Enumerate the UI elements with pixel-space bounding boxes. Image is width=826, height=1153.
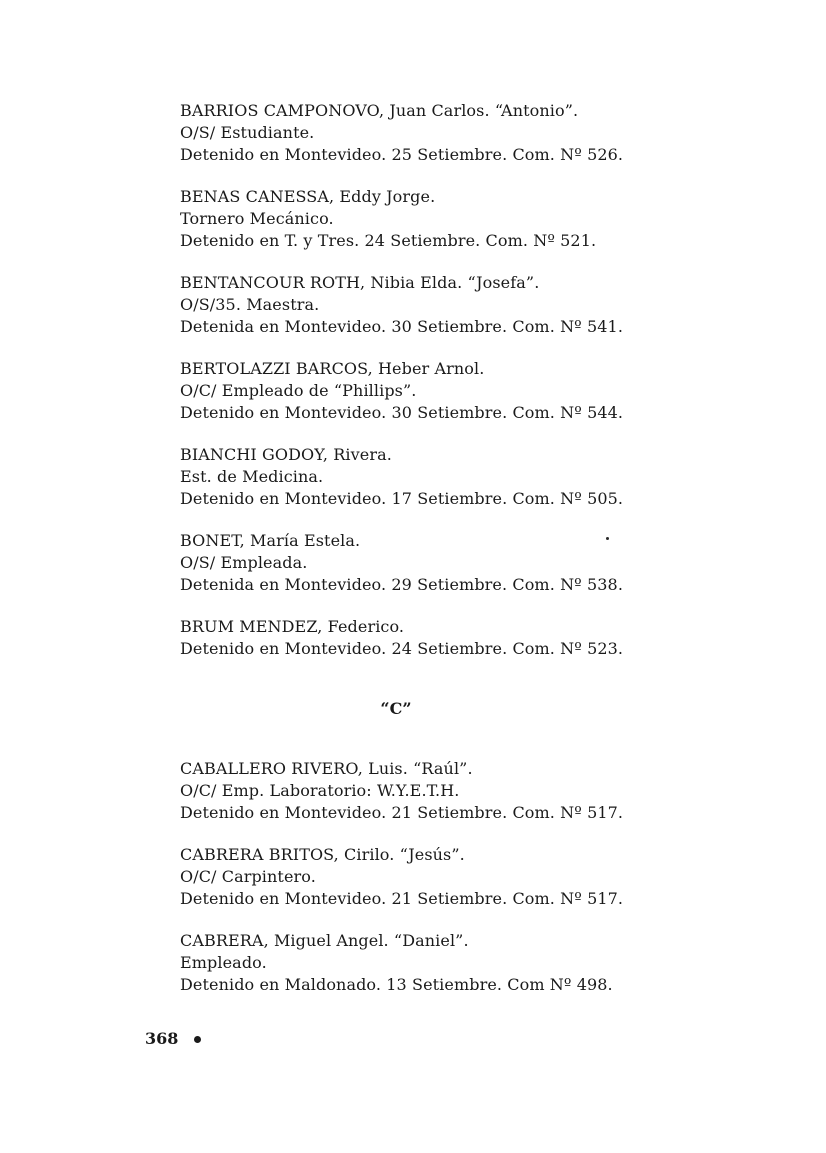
entry-occupation-line: O/C/ Carpintero.: [180, 867, 316, 886]
entry-occupation-line: O/C/ Empleado de “Phillips”.: [180, 381, 417, 400]
list-item: [180, 186, 700, 252]
entry-name-line: BRUM MENDEZ, Federico.: [180, 617, 405, 636]
entry-name-line: BENAS CANESSA, Eddy Jorge.: [180, 187, 436, 206]
entry-name-line: BARRIOS CAMPONOVO, Juan Carlos. “Antonio”.: [180, 101, 579, 120]
entry-detention-line: Detenido en Montevideo. 21 Setiembre. Com. Nº 517.: [180, 889, 624, 908]
list-item: [180, 358, 700, 424]
list-item: [180, 758, 700, 824]
entry-name-line: CABALLERO RIVERO, Luis. “Raúl”.: [180, 759, 473, 778]
entry-name-line: CABRERA, Miguel Angel. “Daniel”.: [180, 931, 469, 950]
list-item: [180, 444, 700, 510]
section-heading: “C”: [380, 699, 412, 718]
entry-occupation-line: O/C/ Emp. Laboratorio: W.Y.E.T.H.: [180, 781, 460, 800]
entry-occupation-line: O/S/35. Maestra.: [180, 295, 320, 314]
entry-occupation-line: Empleado.: [180, 953, 267, 972]
entry-occupation-line: O/S/ Estudiante.: [180, 123, 315, 142]
entry-name-line: CABRERA BRITOS, Cirilo. “Jesús”.: [180, 845, 465, 864]
list-item: [180, 844, 700, 910]
entry-occupation-line: Tornero Mecánico.: [180, 209, 334, 228]
entry-name-line: BENTANCOUR ROTH, Nibia Elda. “Josefa”.: [180, 273, 540, 292]
entry-detention-line: Detenido en Maldonado. 13 Setiembre. Com Nº 498.: [180, 975, 613, 994]
entry-occupation-line: Est. de Medicina.: [180, 467, 324, 486]
entry-detention-line: Detenido en Montevideo. 17 Setiembre. Com. Nº 505.: [180, 489, 624, 508]
entry-detention-line: Detenido en T. y Tres. 24 Setiembre. Com. Nº 521.: [180, 231, 597, 250]
entry-occupation-line: O/S/ Empleada.: [180, 553, 308, 572]
entry-detention-line: Detenido en Montevideo. 21 Setiembre. Com. Nº 517.: [180, 803, 624, 822]
list-item: [180, 272, 700, 338]
list-item: [180, 930, 700, 996]
entry-detention-line: Detenido en Montevideo. 30 Setiembre. Com. Nº 544.: [180, 403, 624, 422]
entry-detention-line: Detenida en Montevideo. 29 Setiembre. Com. Nº 538.: [180, 575, 623, 594]
list-item: [180, 616, 700, 660]
entry-name-line: BIANCHI GODOY, Rivera.: [180, 445, 392, 464]
bullet-icon: [194, 1036, 201, 1043]
entry-detention-line: Detenida en Montevideo. 30 Setiembre. Com. Nº 541.: [180, 317, 623, 336]
entry-name-line: BONET, María Estela.: [180, 531, 361, 550]
entry-detention-line: Detenido en Montevideo. 25 Setiembre. Com. Nº 526.: [180, 145, 624, 164]
text-column: [180, 100, 700, 1016]
page-number: [145, 1028, 201, 1050]
list-item: [180, 530, 700, 596]
entry-detention-line: Detenido en Montevideo. 24 Setiembre. Com. Nº 523.: [180, 639, 624, 658]
list-item: [180, 100, 700, 166]
page-number-text: 368: [145, 1029, 179, 1048]
print-speck: [606, 537, 609, 540]
entry-name-line: BERTOLAZZI BARCOS, Heber Arnol.: [180, 359, 485, 378]
